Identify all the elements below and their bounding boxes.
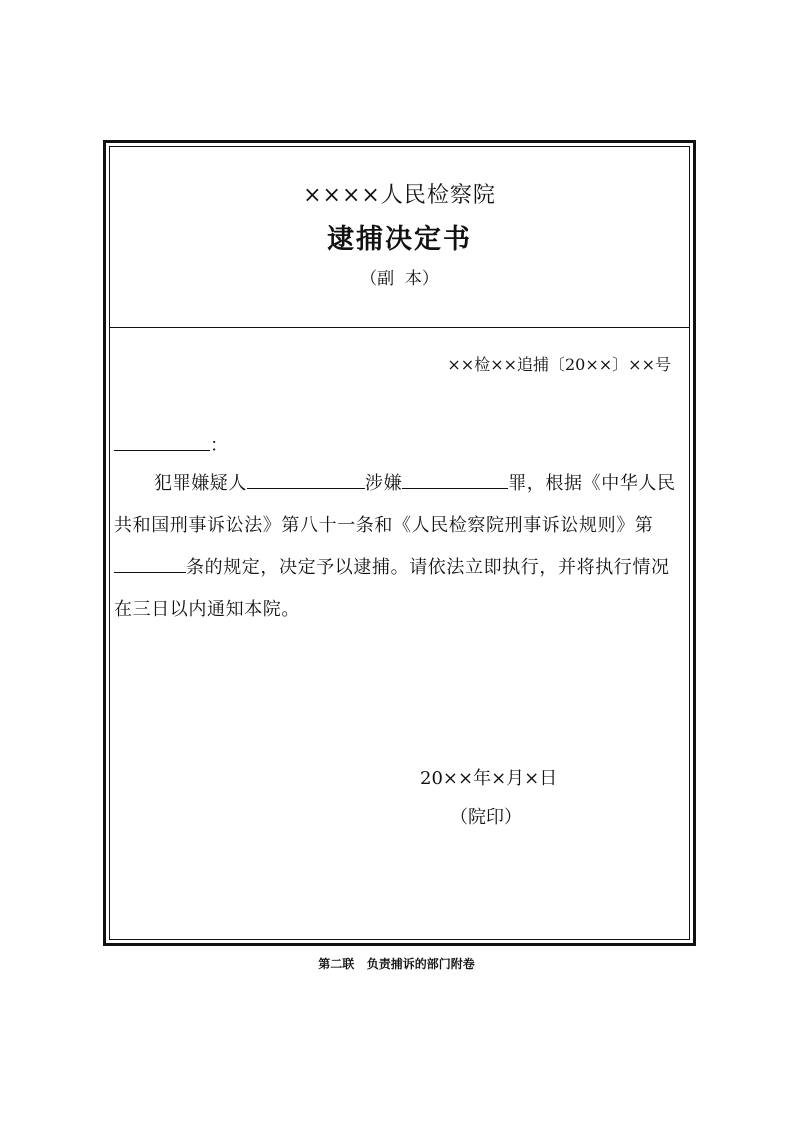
document-inner-frame	[109, 146, 690, 940]
suspect-name-blank[interactable]	[247, 470, 365, 489]
court-seal-label: （院印）	[450, 807, 522, 828]
body-suspect-label: 犯罪嫌疑人	[154, 473, 247, 494]
document-number: ××检××追捕〔20××〕××号	[447, 355, 671, 374]
decision-body	[114, 463, 683, 631]
body-legal-basis: 罪，根据《中华人民共和国刑事诉讼法》第八十一条和《人民检察院刑事诉讼规则》第	[114, 473, 676, 536]
header-divider	[110, 327, 689, 328]
article-number-blank[interactable]	[114, 554, 186, 573]
body-decision: 条的规定，决定予以逮捕。请依法立即执行，并将执行情况在三日以内通知本院。	[114, 557, 670, 620]
addressee-blank[interactable]	[114, 432, 210, 451]
body-charge-label: 涉嫌	[365, 473, 403, 494]
charge-blank[interactable]	[402, 470, 508, 489]
addressee-colon: ：	[210, 435, 228, 456]
document-frame	[103, 140, 696, 946]
addressee-line	[114, 431, 228, 457]
copy-label: （副 本）	[360, 269, 439, 289]
decision-date: 20××年×月×日	[420, 768, 558, 789]
copy-footer-note: 第二联 负责捕诉的部门附卷	[318, 957, 475, 971]
document-title: 逮捕决定书	[327, 224, 472, 255]
procuratorate-name: ××××人民检察院	[303, 183, 496, 208]
